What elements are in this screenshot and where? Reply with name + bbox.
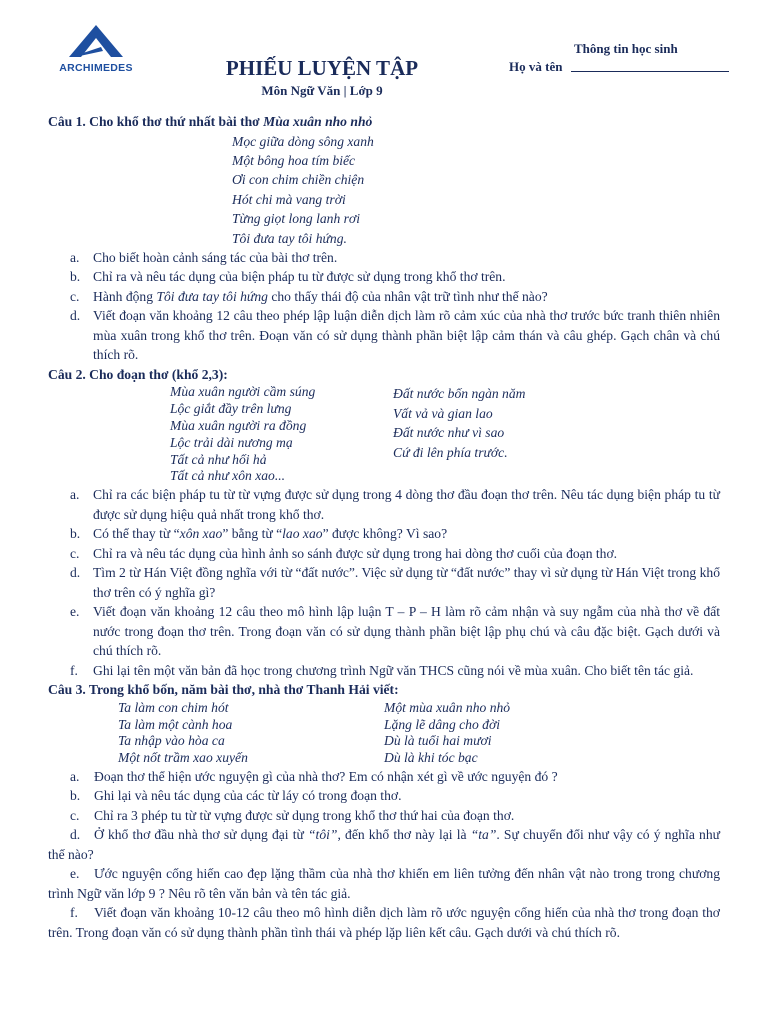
poem-column-left xyxy=(118,700,384,767)
page-title: PHIẾU LUYỆN TẬP xyxy=(225,56,419,80)
question-2-items xyxy=(48,485,720,680)
brand-name: ARCHIMEDES xyxy=(59,62,133,74)
question-1-poem xyxy=(232,132,720,248)
poem-line: Đất nước như vì sao xyxy=(393,425,505,441)
poem-line: Dù là tuổi hai mươi xyxy=(384,733,492,749)
poem-line: Ơi con chim chiền chiện xyxy=(232,172,365,188)
poem-line: Ta làm con chim hót xyxy=(118,699,229,715)
question-3-items xyxy=(48,767,720,943)
poem-line: Tôi đưa tay tôi hứng. xyxy=(232,230,347,246)
question-item: b. Có thể thay từ “xôn xao” bằng từ “lao xao” được không? Vì sao? xyxy=(70,526,448,542)
question-item: a. Đoạn thơ thể hiện ước nguyện gì của nhà thơ? Em có nhận xét gì về ước nguyện đó ? xyxy=(70,768,558,784)
question-item: e. Ước nguyện cống hiến cao đẹp lặng thầm của nhà thơ khiến em liên tưởng đến nhân vật nào trong trong chương trình Ngữ văn lớp 9 ? Nêu rõ tên văn bản và tên tác giả. xyxy=(48,866,720,901)
question-item: c. Chỉ ra 3 phép tu từ từ vựng được sử dụng trong khổ thơ thứ hai của đoạn thơ. xyxy=(70,807,515,823)
poem-line: Một bông hoa tím biếc xyxy=(232,152,356,168)
question-item: d. Viết đoạn văn khoảng 12 câu theo phép lập luận diễn dịch làm rõ cảm xúc của nhà thơ trước bức tranh thiên nhiên mùa xuân trong khổ thơ trên. Đoạn văn có sử dụng thành phần biệt lập cảm thán và câu ghép. Gạch chân và chú thích rõ. xyxy=(70,308,720,363)
poem-line: Dù là khi tóc bạc xyxy=(384,750,478,766)
question-3-title: Câu 3. Trong khổ bốn, năm bài thơ, nhà thơ Thanh Hải viết: xyxy=(48,682,399,698)
poem-column-right xyxy=(384,700,650,767)
name-field[interactable] xyxy=(571,71,729,72)
poem-line: Mùa xuân người cầm súng xyxy=(170,384,316,400)
question-item: d. Ở khổ thơ đầu nhà thơ sử dụng đại từ “tôi”, đến khổ thơ này lại là “ta”. Sự chuyển đổi như vậy có ý nghĩa như thế nào? xyxy=(48,827,720,862)
question-item: b. Chỉ ra và nêu tác dụng của biện pháp tu từ được sử dụng trong khổ thơ trên. xyxy=(70,269,506,285)
question-3-poem xyxy=(118,700,720,767)
poem-line: Vất vả và gian lao xyxy=(393,405,493,421)
page-subtitle: Môn Ngữ Văn | Lớp 9 xyxy=(261,83,383,98)
poem-line: Hót chi mà vang trời xyxy=(232,191,346,207)
poem-line: Ta nhập vào hòa ca xyxy=(118,733,225,749)
question-2-poem xyxy=(170,384,720,485)
worksheet-content xyxy=(48,112,720,942)
name-label: Họ và tên xyxy=(509,59,563,74)
poem-line: Lặng lẽ dâng cho đời xyxy=(384,716,500,732)
question-1-title: Câu 1. Cho khổ thơ thứ nhất bài thơ Mùa xuân nho nhỏ xyxy=(48,114,373,129)
question-item: f. Viết đoạn văn khoảng 10-12 câu theo mô hình diễn dịch làm rõ ước nguyện cống hiến của nhà thơ trong đoạn thơ trên. Trong đoạn văn có sử dụng thành phần tình thái và phép lặp liên kết câu. Gạch dưới và chú thích rõ. xyxy=(48,905,720,940)
poem-line: Đất nước bốn ngàn năm xyxy=(393,386,526,402)
poem-line: Một nốt trầm xao xuyến xyxy=(118,750,248,766)
student-info-title: Thông tin học sinh xyxy=(574,41,678,56)
poem-line: Mọc giữa dòng sông xanh xyxy=(232,133,374,149)
question-item: a. Chỉ ra các biện pháp tu từ từ vựng được sử dụng trong 4 dòng thơ đầu đoạn thơ trên. Nêu tác dụng biện pháp tu từ được sử dụng hiệu quả nhất trong khổ thơ. xyxy=(70,487,720,522)
question-item: a. Cho biết hoàn cảnh sáng tác của bài thơ trên. xyxy=(70,249,338,265)
question-item: c. Chỉ ra và nêu tác dụng của hình ảnh so sánh được sử dụng trong hai dòng thơ cuối của đoạn thơ. xyxy=(70,545,618,561)
poem-column-right xyxy=(393,384,616,485)
poem-line: Từng giọt long lanh rơi xyxy=(232,211,360,227)
question-item: f. Ghi lại tên một văn bản đã học trong chương trình Ngữ văn THCS cũng nói về mùa xuân. Cho biết tên tác giả. xyxy=(70,662,694,678)
poem-line: Mùa xuân người ra đồng xyxy=(170,418,307,434)
question-item: e. Viết đoạn văn khoảng 12 câu theo mô hình lập luận T – P – H làm rõ cảm nhận và suy ngẫm của nhà thơ về đất nước trong đoạn thơ trên. Trong đoạn văn có sử dụng thành phần biệt lập phụ chú và câu đặc biệt. Gạch dưới và chú thích rõ. xyxy=(70,604,720,659)
question-item: d. Tìm 2 từ Hán Việt đồng nghĩa với từ “đất nước”. Việc sử dụng từ “đất nước” thay vì sử dụng từ Hán Việt trong khổ thơ trên có ý nghĩa gì? xyxy=(70,565,720,600)
poem-line: Cứ đi lên phía trước. xyxy=(393,444,508,460)
poem-line: Tất cả như hối hả xyxy=(170,451,267,467)
poem-line: Lộc trải dài nương mạ xyxy=(170,434,293,450)
logo xyxy=(48,24,144,74)
question-item: c. Hành động Tôi đưa tay tôi hứng cho thấy thái độ của nhân vật trữ tình như thế nào? xyxy=(70,288,548,304)
poem-line: Lộc giắt đầy trên lưng xyxy=(170,401,292,417)
question-1-items xyxy=(48,248,720,365)
archimedes-logo-icon xyxy=(67,24,125,58)
poem-line: Tất cả như xôn xao... xyxy=(170,468,286,484)
poem-line: Ta làm một cành hoa xyxy=(118,716,233,732)
question-2-title: Câu 2. Cho đoạn thơ (khổ 2,3): xyxy=(48,366,228,382)
poem-line: Một mùa xuân nho nhỏ xyxy=(384,699,511,715)
poem-column-left xyxy=(170,384,393,485)
question-item: b. Ghi lại và nêu tác dụng của các từ láy có trong đoạn thơ. xyxy=(70,788,402,804)
